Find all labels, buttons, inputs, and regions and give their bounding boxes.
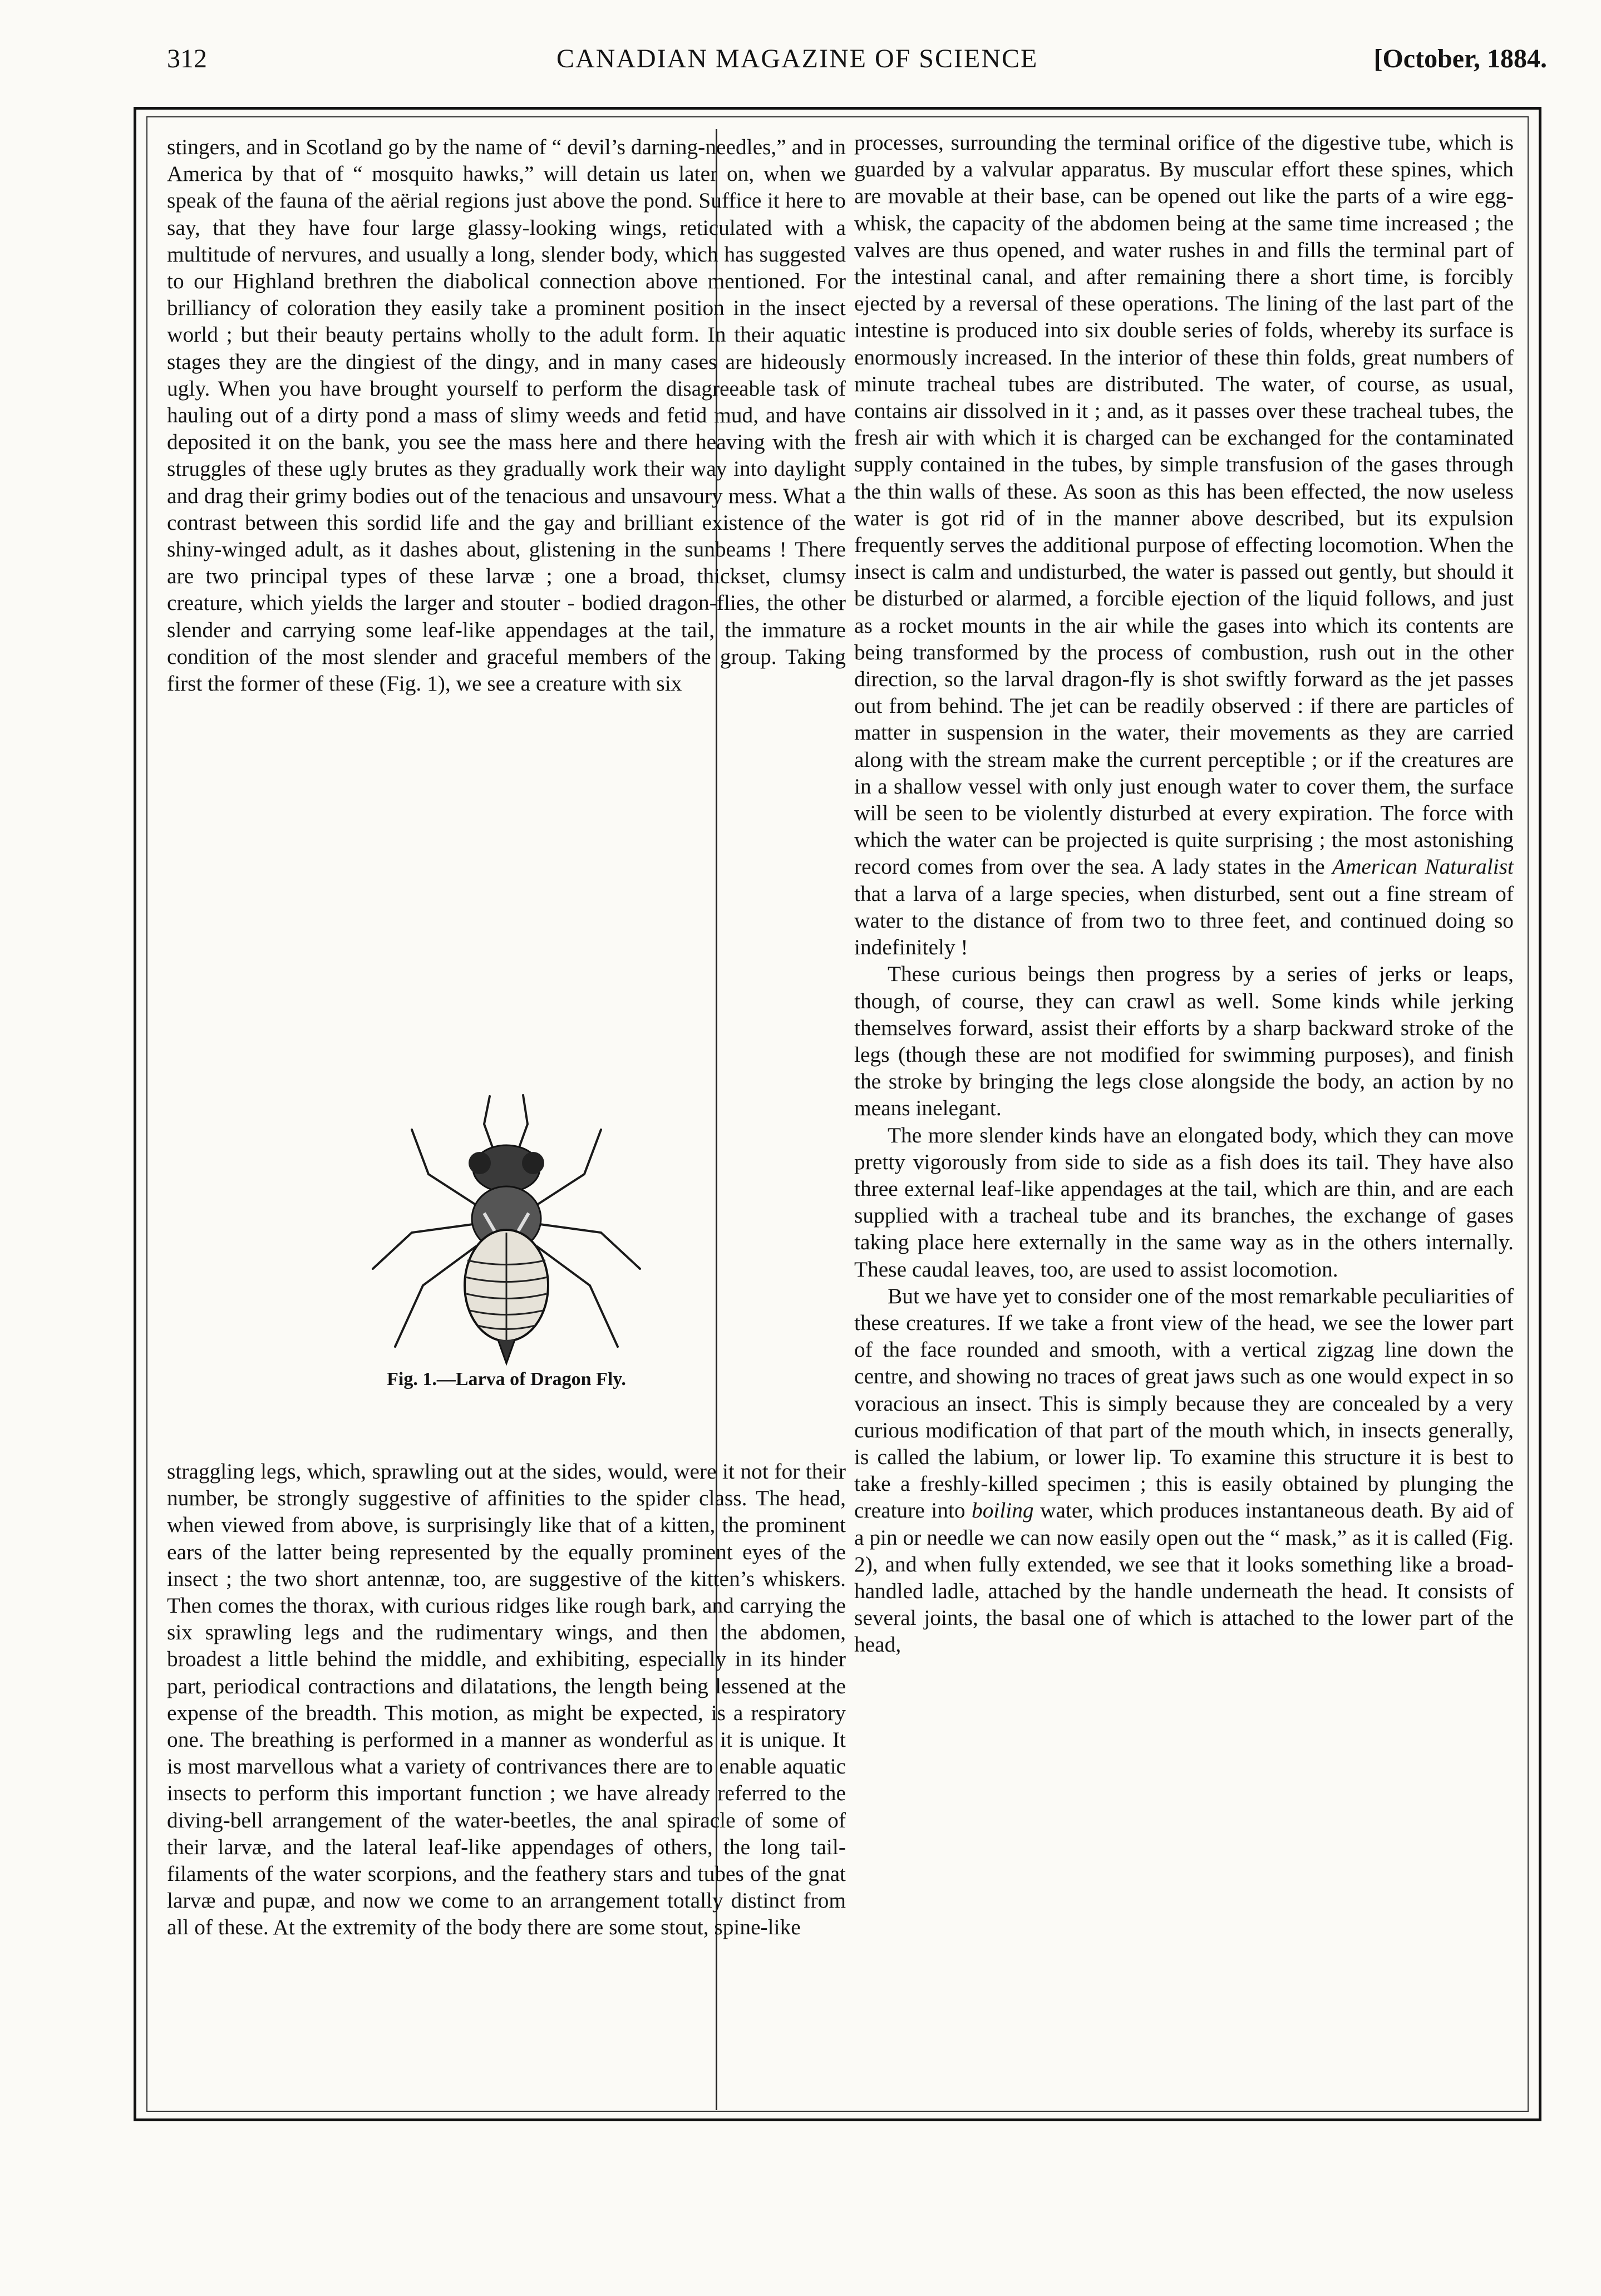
left-paragraph-1: stingers, and in Scotland go by the name of “ devil’s darning-needles,” and in America by that of “ mosquito hawks,” will detain us later on, when we speak of the fauna of the aërial regions just above the pond. Suffice it here to say, that they have four large glassy-looking wings, reticulated with a multitude of nervures, and usually a long, slender body, which has suggested to our Highland brethren the diabolical connection above mentioned. For brilliancy of coloration they easily take a prominent position in the insect world ; but their beauty pertains wholly to the adult form. In their aquatic stages they are the dingiest of the dingy, and in many cases are hideously ugly. When you have brought yourself to perform the disagreeable task of hauling out of a dirty pond a mass of slimy weeds and fetid mud, and have deposited it on the bank, you see the mass here and there heaving with the struggles of these ugly brutes as they gradually work their way into daylight and drag their grimy bodies out of the tenacious and unsavoury mess. What a contrast between this sordid life and the gay and brilliant existence of the shiny-winged adult, as it dashes about, glistening in the sunbeams ! There are two principal types of these larvæ ; one a broad, thickset, clumsy creature, which yields the larger and stouter - bodied dragon-flies, the other slender and carrying some leaf-like appendages at the tail, the immature condition of the most slender and graceful members of the group. Taking first the former of these (Fig. 1), we see a creature with six (167, 135, 846, 696)
left-column-top (167, 134, 846, 697)
right-paragraph-4 (854, 1283, 1514, 1658)
emphasis-boiling: boiling (972, 1498, 1034, 1523)
right-paragraph-1-text: processes, surrounding the terminal orifice of the digestive tube, which is guarded by a valvular apparatus. By muscular effort these spines, which are movable at their base, can be opened out like the parts of a wire egg-whisk, the capacity of the abdomen being at the same time increased ; the valves are thus opened, and water rushes in and fills the terminal part of the intestinal canal, and after remaining there a short time, is forcibly ejected by a reversal of these operations. The lining of the last part of the intestine is produced into six double series of folds, whereby its surface is enormously increased. In the interior of these thin folds, great numbers of minute tracheal tubes are distributed. The water, of course, as usual, contains air dissolved in it ; and, as it passes over these tracheal tubes, the fresh air with which it is charged can be exchanged for the contaminated supply contained in the tubes, by simple transfusion of the gases through the thin walls of these. As soon as this has been effected, the now useless water is got rid of in the manner above described, but its expulsion frequently serves the additional purpose of effecting locomotion. When the insect is calm and undisturbed, the water is passed out gently, but should it be disturbed or alarmed, a forcible ejection of the liquid follows, and just as a rocket mounts in the air while the gases into which its contents are being transformed by the process of combustion, rush out in the other direction, so the larval dragon-fly is shot swiftly forward as the jet passes out from behind. The jet can be readily observed : if there are particles of matter in suspension in the water, their movements as they are carried along with the stream make the current perceptible ; or if the creatures are in a shallow vessel with only just enough water to cover them, the surface will be seen to be violently disturbed at every expiration. The force with which the water can be projected is quite surprising ; the most astonishing record comes from over the sea. A lady states in the (854, 130, 1514, 879)
journal-reference: American Naturalist (1332, 854, 1514, 879)
right-paragraph-2: These curious beings then progress by a series of jerks or leaps, though, of course, they can crawl as well. Some kinds while jerking themselves forward, assist their efforts by a sharp backward stroke of the legs (though these are not modified for swimming purposes), and finish the stroke by bringing the legs close alongside the body, an action by no means inelegant. (854, 962, 1514, 1121)
running-head (167, 43, 1547, 88)
left-paragraph-2: straggling legs, which, sprawling out at the sides, would, were it not for their number, be strongly suggestive of affinities to the spider class. The head, when viewed from above, is surprisingly like that of a kitten, the prominent ears of the latter being represented by the equally prominent eyes of the insect ; the two short antennæ, too, are suggestive of the kitten’s whiskers. Then comes the thorax, with curious ridges like rough bark, and carrying the six sprawling legs and the rudimentary wings, and then the abdomen, broadest a little behind the middle, and exhibiting, especially in its hinder part, periodical contractions and dilatations, the length being lessened at the expense of the breadth. This motion, as might be expected, is a respiratory one. The breathing is performed in a manner as wonderful as it is unique. It is most marvellous what a variety of contrivances there are to enable aquatic insects to perform this important function ; we have already referred to the diving-bell arrangement of the water-beetles, the anal spiracle of some of their larvæ, and the lateral leaf-like appendages of others, the long tail-filaments of the water scorpions, and the feathery stars and tubes of the gnat larvæ and pupæ, and now we come to an arrangement totally distinct from all of these. At the extremity of the body there are some stout, spine-like (167, 1459, 846, 1940)
right-paragraph-4-text: But we have yet to consider one of the most remarkable peculiarities of these creatures. If we take a front view of the head, we see the lower part of the face rounded and smooth, with a vertical zigzag line down the centre, and showing no traces of great jaws such as one would expect in so voracious an insect. This is simply because they are concealed by a very curious modification of that part of the mouth which, in insects generally, is called the labium, or lower lip. To examine this structure it is best to take a freshly-killed specimen ; this is easily obtained by plunging the creature into (854, 1283, 1514, 1523)
issue-date: [October, 1884. (1373, 44, 1547, 73)
right-paragraph-4-end: water, which produces instantaneous death. By aid of a pin or needle we can now easily open out the “ mask,” as it is called (Fig. 2), and when fully extended, we see that it looks something like a broad-handled ladle, attached by the handle underneath the head. It consists of several joints, the basal one of which is attached to the lower part of the head, (854, 1498, 1514, 1657)
figure-1 (351, 1085, 662, 1386)
right-paragraph-1-end: that a larva of a large species, when disturbed, sent out a fine stream of water to the distance of from two to three feet, and continued doing so indefinitely ! (854, 881, 1514, 960)
right-column (854, 129, 1514, 1658)
figure-1-caption: Fig. 1.—Larva of Dragon Fly. (387, 1369, 626, 1390)
right-paragraph-1 (854, 129, 1514, 960)
page-number: 312 (167, 44, 207, 73)
dragonfly-larva-illustration-icon (351, 1085, 662, 1386)
journal-title: CANADIAN MAGAZINE OF SCIENCE (556, 44, 1038, 73)
left-column-bottom (167, 1458, 846, 1941)
right-paragraph-3: The more slender kinds have an elongated body, which they can move pretty vigorously from side to side as a fish does its tail. They have also three external leaf-like appendages at the tail, which are thin, and are each supplied with a tracheal tube and its branches, the exchange of gases taking place here externally in the same way as in the others internally. These caudal leaves, too, are used to assist locomotion. (854, 1122, 1514, 1282)
